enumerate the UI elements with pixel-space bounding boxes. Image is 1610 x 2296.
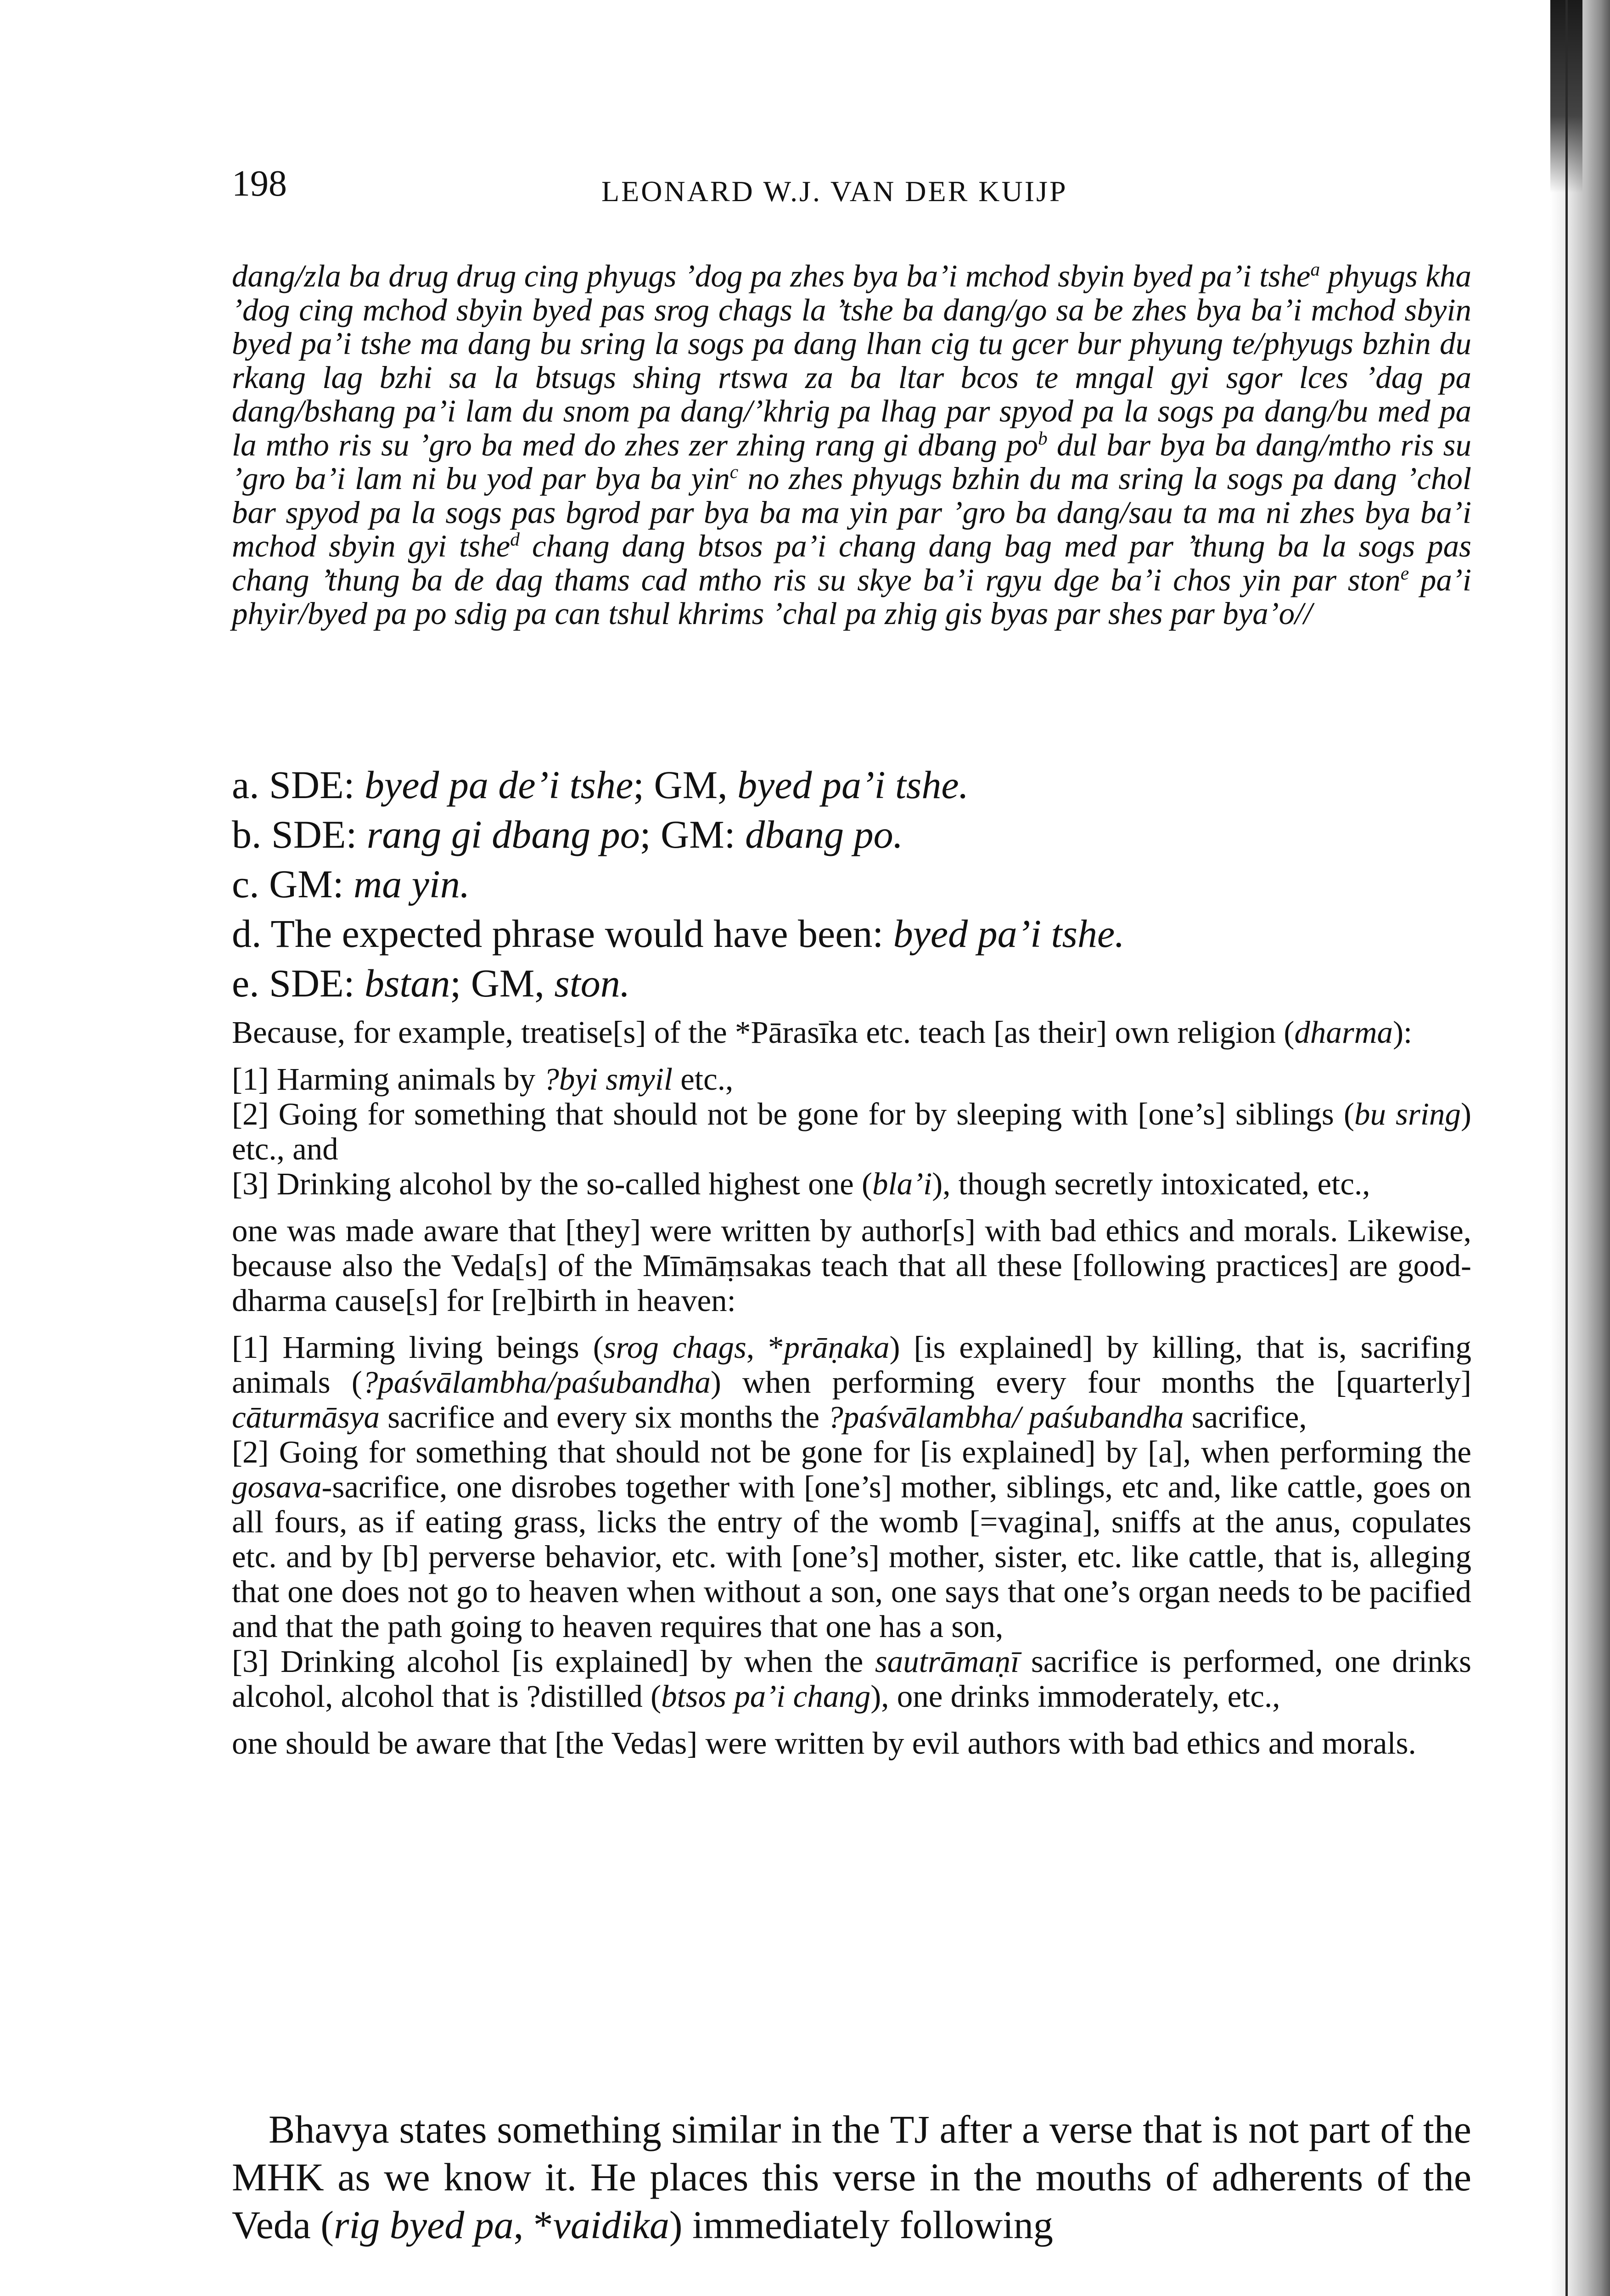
note-c: c. GM: ma yin.	[232, 862, 470, 906]
note-b: b. SDE: rang gi dbang po; GM: dbang po.	[232, 812, 903, 856]
note-e: e. SDE: bstan; GM, ston.	[232, 961, 630, 1005]
body-paragraph: Bhavya states something similar in the TJ after a verse that is not part of the MHK as we know it. He places this verse in the mouths of adherents of the Veda (rig byed pa, *vaidika) immediately following	[232, 2107, 1471, 2247]
page-number: 198	[232, 163, 287, 204]
spine-line	[1565, 0, 1568, 2296]
running-head: LEONARD W.J. VAN DER KUIJP	[601, 175, 1068, 208]
list-b: [1] Harming living beings (srog chags, *prāṇaka) [is explained] by killing, that is, sacrifing animals (?paśvālambha/paśubandha) when performing every four months the [quarterly] cāturmāsya sacrifice and every six months the ?paśvālambha/ paśubandha sacrifice, [2] Going for something that should not be gone for [is explained] by [a], when performing the gosava-sacrifice, one disrobes together with [one’s] mother, siblings, etc and, like cattle, goes on all fours, as if eating grass, licks the entry of the womb [=vagina], sniffs at the anus, copulates etc. and by [b] perverse behavior, etc. with [one’s] mother, sister, etc. like cattle, that is, alleging that one does not go to heaven when without a son, one says that one’s organ needs to be pacified and that the path going to heaven requires that one has a son, [3] Drinking alcohol [is explained] by when the sautrāmaṇī sacrifice is performed, one drinks alcohol, alcohol that is ?distilled (btsos pa’i chang), one drinks immoderately, etc.,	[232, 1330, 1471, 1714]
list-a: [1] Harming animals by ?byi smyil etc., [2] Going for something that should not be gone for by sleeping with [one’s] siblings (bu sring) etc., and [3] Drinking alcohol by the so-called highest one (bla’i), though secretly intoxicated, etc.,	[232, 1062, 1471, 1201]
page-binding-shadow	[1550, 0, 1610, 2296]
note-a: a. SDE: byed pa de’i tshe; GM, byed pa’i tshe.	[232, 763, 969, 807]
note-d: d. The expected phrase would have been: byed pa’i tshe.	[232, 912, 1125, 956]
translation	[232, 1015, 1471, 1773]
tibetan-passage: dang/zla ba drug drug cing phyugs ’dog pa zhes bya ba’i mchod sbyin byed pa’i tshe$^a$ phyugs kha ’dog cing mchod sbyin byed pas srog chags la ’tshe ba dang/go sa be zhes bya ba’i mchod sbyin byed pa’i tshe ma dang bu sring la sogs pa dang lhan cig tu gcer bur phyung te/phyugs bzhin du rkang lag bzhi sa la btsugs shing rtswa za ba ltar bcos te mngal gyi sgor lces ’dag pa dang/bshang pa’i lam du snom pa dang/’khrig pa lhag par spyod pa la sogs pa dang/bu med pa la mtho ris su ’gro ba med do zhes zer zhing rang gi dbang $po^b$ dul bar bya ba dang/mtho ris su ’gro ba’i lam ni bu yod par bya ba yin$^c$ no zhes phyugs bzhin du ma sring la sogs pa dang ’chol bar spyod pa la sogs pas bgrod par bya ba ma yin par ’gro ba dang/sau ta ma ni zhes bya ba’i mchod sbyin gyi tshe$^d$ chang dang btsos pa’i chang dang bag med par ’thung ba la sogs pas chang ’thung ba de dag thams cad mtho ris su skye ba’i rgyu dge ba’i chos yin par ston$^e$ pa’i phyir/byed pa po sdig pa can tshul khrims ’chal pa zhig gis byas par shes par bya’o//	[232, 259, 1472, 631]
variant-notes	[232, 760, 1471, 1008]
translation-middle: one was made aware that [they] were written by author[s] with bad ethics and morals. Likewise, because also the Veda[s] of the Mīmāṃsakas teach that all these [following practices] are good-dharma cause[s] for [re]birth in heaven:	[232, 1213, 1471, 1318]
translation-conclusion: one should be aware that [the Vedas] were written by evil authors with bad ethics and morals.	[232, 1726, 1416, 1761]
translation-intro: Because, for example, treatise[s] of the *Pārasīka etc. teach [as their] own religion (dharma):	[232, 1015, 1413, 1050]
